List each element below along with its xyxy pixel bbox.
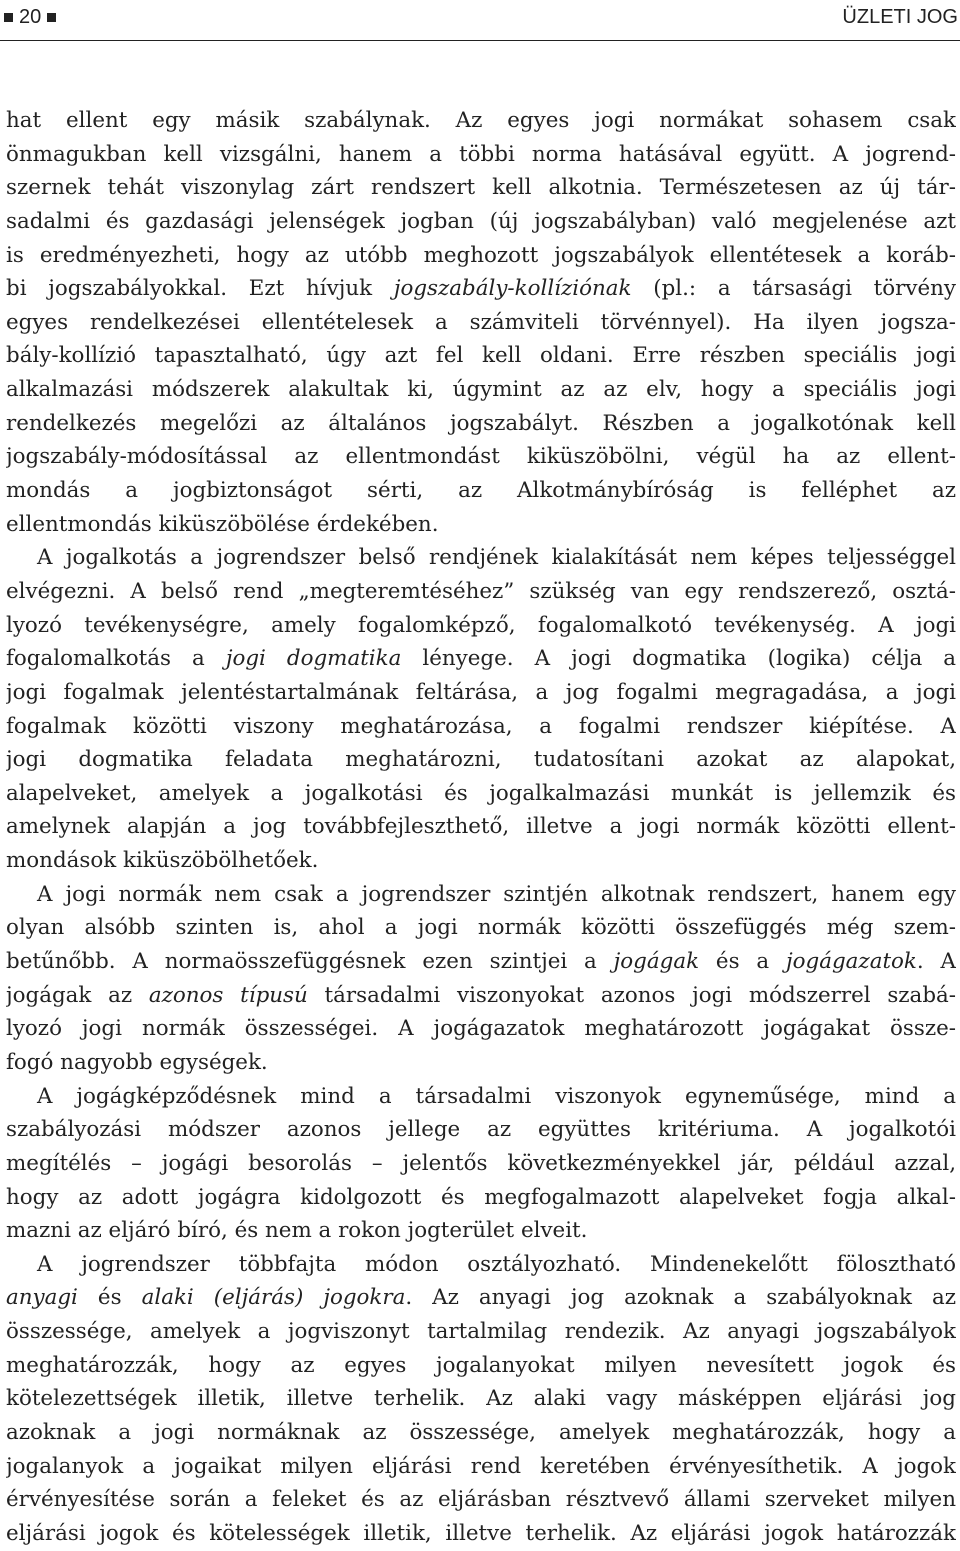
text-segment: és a bbox=[699, 949, 787, 975]
text-line bbox=[6, 205, 956, 239]
italic-term: azonos típusú bbox=[148, 982, 308, 1008]
italic-term: jogszabály-kollíziónak bbox=[393, 276, 632, 302]
text-segment: ellentmondás kiküszöbölése érdekében. bbox=[6, 511, 439, 537]
text-segment: azoknak a jogi normáknak az összessége, amelyek meghatározzák, hogy a bbox=[6, 1419, 956, 1445]
text-segment: hogy az adott jogágra kidolgozott és megfogalmazott alapelveket fogja alkal- bbox=[6, 1184, 956, 1210]
text-segment: is eredményezheti, hogy az utóbb meghozott jogszabályok ellentétesek a koráb- bbox=[6, 242, 956, 268]
text-segment: fogalmak közötti viszony meghatározása, a fogalmi rendszer kiépítése. A bbox=[6, 713, 956, 739]
text-segment: társadalmi viszonyokat azonos jogi módszerrel szabá- bbox=[307, 982, 956, 1008]
text-segment: mondás a jogbiztonságot sérti, az Alkotmánybíróság is felléphet az bbox=[6, 478, 956, 504]
text-line bbox=[6, 474, 956, 508]
text-segment: amelynek alapján a jog továbbfejleszthető, illetve a jogi normák közötti ellent- bbox=[6, 814, 956, 840]
text-segment: jogszabály-módosítással az ellentmondást kiküszöbölni, végül ha az ellent- bbox=[6, 444, 956, 470]
text-segment: egyes rendelkezései ellentételesek a számviteli törvénnyel). Ha ilyen jogsza- bbox=[6, 309, 956, 335]
text-line bbox=[6, 878, 956, 912]
square-bullet-icon bbox=[4, 13, 13, 22]
text-segment: (pl.: a társasági törvény bbox=[631, 276, 956, 302]
text-segment: szabályozási módszer azonos jellege az együttes kritériuma. A jogalkotói bbox=[6, 1117, 956, 1143]
italic-term: jogi dogmatika bbox=[225, 646, 402, 672]
text-line bbox=[6, 810, 956, 844]
text-line bbox=[6, 777, 956, 811]
text-segment: szernek tehát viszonylag zárt rendszert kell alkotnia. Természetesen az új tár- bbox=[6, 175, 956, 201]
text-line bbox=[6, 1483, 956, 1517]
text-line bbox=[6, 1248, 956, 1282]
text-segment: jogalanyok a jogaikat milyen eljárási rend keretében érvényesíthetik. A jogok bbox=[6, 1453, 956, 1479]
text-line bbox=[6, 239, 956, 273]
text-line bbox=[6, 373, 956, 407]
text-line bbox=[6, 541, 956, 575]
text-line bbox=[6, 1147, 956, 1181]
text-segment: alapelveket, amelyek a jogalkotási és jogalkalmazási munkát is jellemzik és bbox=[6, 780, 956, 806]
text-line bbox=[6, 339, 956, 373]
text-segment: lyozó tevékenységre, amely fogalomképző, fogalomalkotó tevékenység. A jogi bbox=[6, 612, 956, 638]
text-segment: bi jogszabályokkal. Ezt hívjuk bbox=[6, 276, 394, 302]
text-line bbox=[6, 508, 956, 542]
text-segment: elvégezni. A belső rend „megteremtéséhez” szükség van egy rendszerező, osztá- bbox=[6, 578, 956, 604]
text-line bbox=[6, 1214, 956, 1248]
text-line bbox=[6, 1315, 956, 1349]
text-line bbox=[6, 1382, 956, 1416]
text-line bbox=[6, 676, 956, 710]
text-line bbox=[6, 575, 956, 609]
text-line bbox=[6, 945, 956, 979]
text-segment: bály-kollízió tapasztalható, úgy azt fel kell oldani. Erre részben speciális jogi bbox=[6, 343, 956, 369]
text-segment: jogi fogalmak jelentéstartalmának feltárása, a jog fogalmi megragadása, a jogi bbox=[6, 679, 956, 705]
text-segment: lényege. A jogi dogmatika (logika) célja a bbox=[401, 646, 956, 672]
text-line bbox=[6, 1080, 956, 1114]
text-line bbox=[6, 104, 956, 138]
header-divider bbox=[0, 40, 960, 41]
text-segment: jogi dogmatika feladata meghatározni, tudatosítani azokat az alapokat, bbox=[6, 747, 956, 773]
page-number-group bbox=[4, 6, 56, 29]
text-segment: betűnőbb. A normaösszefüggésnek ezen szintjei a bbox=[6, 949, 614, 975]
text-line bbox=[6, 1113, 956, 1147]
text-line bbox=[6, 911, 956, 945]
text-line bbox=[6, 609, 956, 643]
italic-term: jogágak bbox=[613, 949, 700, 975]
text-segment: fogó nagyobb egységek. bbox=[6, 1049, 268, 1075]
text-line bbox=[6, 1450, 956, 1484]
square-bullet-icon bbox=[47, 13, 56, 22]
italic-term: jogágazatok bbox=[786, 949, 917, 975]
text-line bbox=[6, 1281, 956, 1315]
text-line bbox=[6, 743, 956, 777]
page-number: 20 bbox=[19, 6, 42, 28]
running-title: ÜZLETI JOG bbox=[842, 6, 958, 28]
text-segment: eljárási jogok és kötelességek illetik, illetve terhelik. Az eljárási jogok határozzák bbox=[6, 1520, 956, 1546]
text-segment: A jogágképződésnek mind a társadalmi viszonyok egyneműsége, mind a bbox=[37, 1083, 956, 1109]
text-segment: . A bbox=[916, 949, 956, 975]
text-segment: érvényesítése során a feleket és az eljárásban résztvevő állami szerveket milyen bbox=[6, 1487, 956, 1513]
text-segment: kötelezettségek illetik, illetve terhelik. Az alaki vagy másképpen eljárási jog bbox=[6, 1386, 956, 1412]
text-line bbox=[6, 272, 956, 306]
text-segment: megítélés – jogági besorolás – jelentős következményekkel jár, például azzal, bbox=[6, 1150, 956, 1176]
text-segment: alkalmazási módszerek alakultak ki, úgymint az az elv, hogy a speciális jogi bbox=[6, 377, 956, 403]
body-text bbox=[6, 104, 956, 1551]
text-segment: A jogrendszer többfajta módon osztályozható. Mindenekelőtt fölosztható bbox=[37, 1251, 956, 1277]
text-line bbox=[6, 710, 956, 744]
text-segment: önmagukban kell vizsgálni, hanem a többi norma hatásával együtt. A jogrend- bbox=[6, 141, 956, 167]
text-line bbox=[6, 1181, 956, 1215]
text-line bbox=[6, 979, 956, 1013]
text-segment: A jogalkotás a jogrendszer belső rendjének kialakítását nem képes teljességgel bbox=[37, 545, 956, 571]
text-line bbox=[6, 844, 956, 878]
italic-term: alaki (eljárás) jogokra bbox=[141, 1285, 406, 1311]
text-segment: mazni az eljáró bíró, és nem a rokon jogterület elveit. bbox=[6, 1218, 588, 1244]
italic-term: anyagi bbox=[6, 1285, 78, 1311]
text-segment: sadalmi és gazdasági jelenségek jogban (új jogszabályban) való megjelenése azt bbox=[6, 208, 956, 234]
text-segment: . Az anyagi jog azoknak a szabályoknak az bbox=[405, 1285, 956, 1311]
text-line bbox=[6, 1416, 956, 1450]
text-line bbox=[6, 1012, 956, 1046]
text-segment: lyozó jogi normák összességei. A jogágazatok meghatározott jogágakat össze- bbox=[6, 1016, 956, 1042]
text-line bbox=[6, 440, 956, 474]
text-line bbox=[6, 138, 956, 172]
text-segment: összessége, amelyek a jogviszonyt tartalmilag rendezik. Az anyagi jogszabályok bbox=[6, 1319, 956, 1345]
text-segment: fogalomalkotás a bbox=[6, 646, 226, 672]
text-line bbox=[6, 1517, 956, 1551]
text-segment: olyan alsóbb szinten is, ahol a jogi normák közötti összefüggés még szem- bbox=[6, 915, 956, 941]
text-line bbox=[6, 1349, 956, 1383]
text-segment: mondások kiküszöbölhetőek. bbox=[6, 848, 319, 874]
text-segment: jogágak az bbox=[6, 982, 149, 1008]
text-line bbox=[6, 306, 956, 340]
text-segment: hat ellent egy másik szabálynak. Az egyes jogi normákat sohasem csak bbox=[6, 108, 956, 133]
text-segment: meghatározzák, hogy az egyes jogalanyokat milyen nevesített jogok és bbox=[6, 1352, 956, 1378]
page-header bbox=[0, 0, 960, 44]
text-line bbox=[6, 171, 956, 205]
text-segment: és bbox=[77, 1285, 142, 1311]
text-segment: rendelkezés megelőzi az általános jogszabályt. Részben a jogalkotónak kell bbox=[6, 410, 956, 436]
text-line bbox=[6, 1046, 956, 1080]
text-line bbox=[6, 407, 956, 441]
text-line bbox=[6, 642, 956, 676]
text-segment: A jogi normák nem csak a jogrendszer szintjén alkotnak rendszert, hanem egy bbox=[37, 881, 956, 907]
